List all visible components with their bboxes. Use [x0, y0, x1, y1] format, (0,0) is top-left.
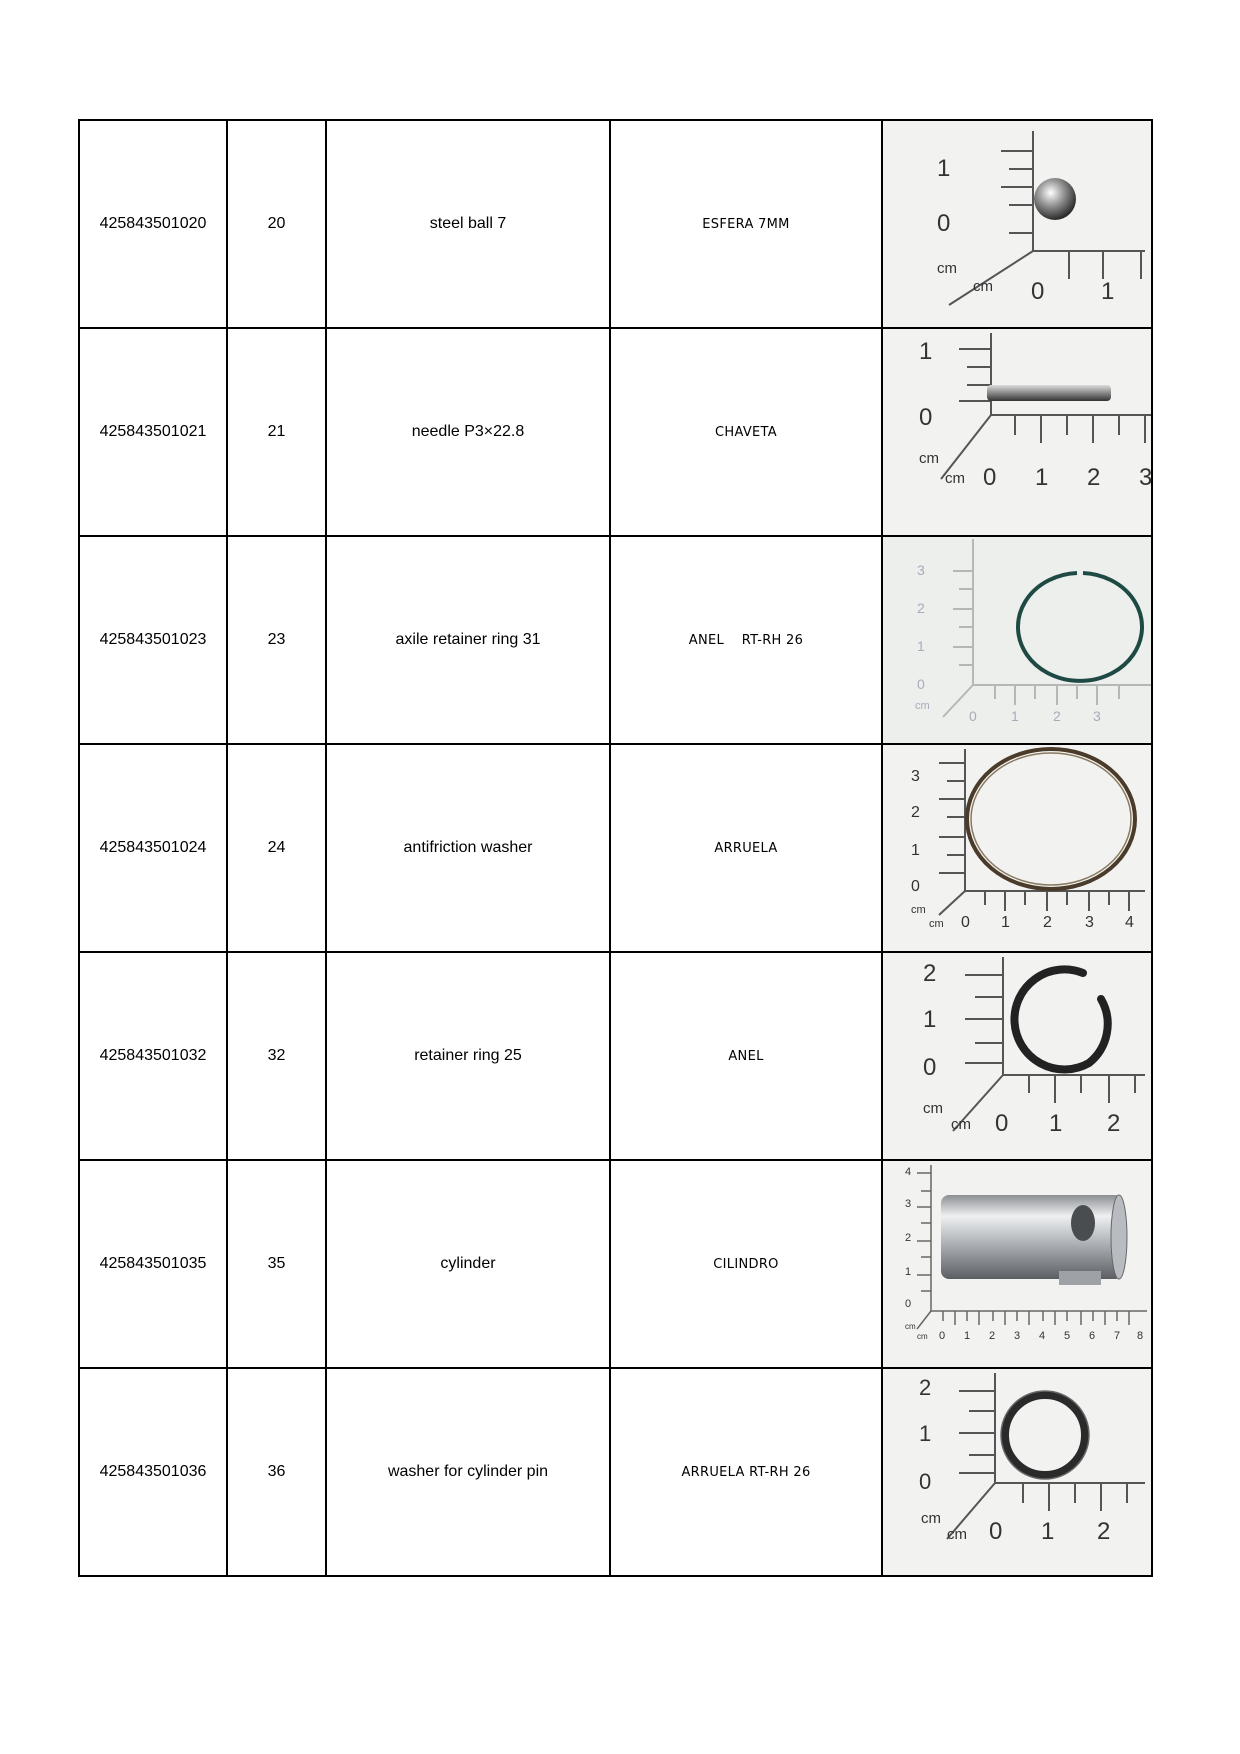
part-code: 425843501024 — [79, 744, 227, 952]
y-tick-label: 0 — [911, 878, 920, 895]
description-portuguese: ESFERA 7MM — [610, 120, 882, 328]
unit-label: cm — [951, 1116, 971, 1133]
x-tick-label: 2 — [1053, 708, 1061, 724]
y-tick-label: 2 — [917, 600, 925, 616]
part-code: 425843501023 — [79, 536, 227, 744]
x-tick-label: 2 — [1107, 1110, 1121, 1137]
description-portuguese: ANEL RT-RH 26 — [610, 536, 882, 744]
table-row — [79, 952, 1152, 1160]
x-tick-label: 5 — [1064, 1330, 1071, 1342]
part-code: 425843501020 — [79, 120, 227, 328]
table-row — [79, 120, 1152, 328]
unit-label: cm — [923, 1100, 943, 1117]
open-retainer-ring-photo — [883, 537, 1151, 743]
y-tick-label: 0 — [919, 404, 933, 431]
x-tick-label: 1 — [1001, 914, 1010, 931]
unit-label: cm — [919, 450, 939, 467]
part-photo-cell — [882, 328, 1152, 536]
description-portuguese: CILINDRO — [610, 1160, 882, 1368]
description-portuguese: ARRUELA — [610, 744, 882, 952]
position-number: 23 — [227, 536, 326, 744]
part-code: 425843501035 — [79, 1160, 227, 1368]
y-tick-label: 1 — [911, 842, 920, 859]
y-tick-label: 0 — [919, 1469, 932, 1494]
position-number: 20 — [227, 120, 326, 328]
position-number: 21 — [227, 328, 326, 536]
x-tick-label: 0 — [939, 1330, 946, 1342]
position-number: 32 — [227, 952, 326, 1160]
steel-ball-photo — [883, 121, 1151, 327]
y-tick-label: 1 — [905, 1266, 912, 1278]
table-row — [79, 1368, 1152, 1576]
thin-washer-photo — [883, 745, 1151, 951]
x-tick-label: 0 — [961, 914, 970, 931]
parts-table — [78, 119, 1153, 1577]
x-tick-label: 7 — [1114, 1330, 1121, 1342]
x-tick-label: 3 — [1139, 464, 1153, 491]
x-tick-label: 0 — [995, 1110, 1009, 1137]
y-tick-label: 1 — [919, 338, 933, 365]
part-code: 425843501036 — [79, 1368, 227, 1576]
x-tick-label: 0 — [1031, 278, 1045, 305]
part-code: 425843501032 — [79, 952, 227, 1160]
x-tick-label: 0 — [989, 1518, 1003, 1545]
y-tick-label: 4 — [905, 1166, 912, 1178]
x-tick-label: 0 — [969, 708, 977, 724]
c-retainer-ring-photo — [883, 953, 1151, 1159]
x-tick-label: 4 — [1039, 1330, 1046, 1342]
x-tick-label: 1 — [1035, 464, 1049, 491]
x-tick-label: 2 — [989, 1330, 996, 1342]
small-washer-photo — [883, 1369, 1151, 1575]
unit-label: cm — [911, 904, 926, 916]
y-tick-label: 2 — [923, 960, 937, 987]
y-tick-label: 3 — [917, 562, 925, 578]
description-portuguese: CHAVETA — [610, 328, 882, 536]
position-number: 35 — [227, 1160, 326, 1368]
part-photo-cell — [882, 1160, 1152, 1368]
unit-label: cm — [945, 470, 965, 487]
table-row — [79, 328, 1152, 536]
table-row — [79, 744, 1152, 952]
x-tick-label: 1 — [1011, 708, 1019, 724]
unit-label: cm — [973, 278, 993, 295]
description-english: washer for cylinder pin — [326, 1368, 610, 1576]
part-photo-cell — [882, 744, 1152, 952]
y-tick-label: 2 — [911, 804, 920, 821]
x-tick-label: 6 — [1089, 1330, 1096, 1342]
description-english: cylinder — [326, 1160, 610, 1368]
y-tick-label: 0 — [923, 1054, 937, 1081]
unit-label: cm — [929, 918, 944, 930]
unit-label: cm — [921, 1510, 941, 1527]
description-english: retainer ring 25 — [326, 952, 610, 1160]
y-tick-label: 0 — [905, 1298, 912, 1310]
x-tick-label: 8 — [1137, 1330, 1144, 1342]
description-portuguese: ARRUELA RT-RH 26 — [610, 1368, 882, 1576]
description-portuguese: ANEL — [610, 952, 882, 1160]
table-row — [79, 1160, 1152, 1368]
x-tick-label: 1 — [1101, 278, 1115, 305]
unit-label: cm — [947, 1526, 967, 1543]
metal-cylinder-photo — [883, 1161, 1151, 1367]
needle-pin-photo — [883, 329, 1151, 535]
part-photo-cell — [882, 120, 1152, 328]
unit-label: cm — [937, 260, 957, 277]
y-tick-label: 1 — [919, 1421, 932, 1446]
y-tick-label: 3 — [905, 1198, 912, 1210]
x-tick-label: 2 — [1043, 914, 1052, 931]
y-tick-label: 1 — [923, 1006, 937, 1033]
unit-label: cm — [915, 700, 930, 712]
x-tick-label: 3 — [1085, 914, 1094, 931]
x-tick-label: 1 — [1049, 1110, 1063, 1137]
x-tick-label: 3 — [1014, 1330, 1021, 1342]
position-number: 36 — [227, 1368, 326, 1576]
y-tick-label: 2 — [919, 1375, 932, 1400]
position-number: 24 — [227, 744, 326, 952]
x-tick-label: 3 — [1093, 708, 1101, 724]
unit-label: cm — [905, 1322, 916, 1331]
x-tick-label: 1 — [964, 1330, 971, 1342]
x-tick-label: 0 — [983, 464, 997, 491]
x-tick-label: 1 — [1041, 1518, 1055, 1545]
y-tick-label: 2 — [905, 1232, 912, 1244]
part-photo-cell — [882, 1368, 1152, 1576]
x-tick-label: 2 — [1087, 464, 1101, 491]
y-tick-label: 0 — [937, 210, 951, 237]
description-english: needle P3×22.8 — [326, 328, 610, 536]
part-photo-cell — [882, 536, 1152, 744]
x-tick-label: 2 — [1097, 1518, 1111, 1545]
x-tick-label: 4 — [1125, 914, 1134, 931]
y-tick-label: 1 — [917, 638, 925, 654]
y-tick-label: 1 — [937, 155, 951, 182]
y-tick-label: 3 — [911, 768, 920, 785]
y-tick-label: 0 — [917, 676, 925, 692]
table-row — [79, 536, 1152, 744]
description-english: axile retainer ring 31 — [326, 536, 610, 744]
unit-label: cm — [917, 1332, 928, 1341]
description-english: steel ball 7 — [326, 120, 610, 328]
part-photo-cell — [882, 952, 1152, 1160]
description-english: antifriction washer — [326, 744, 610, 952]
part-code: 425843501021 — [79, 328, 227, 536]
